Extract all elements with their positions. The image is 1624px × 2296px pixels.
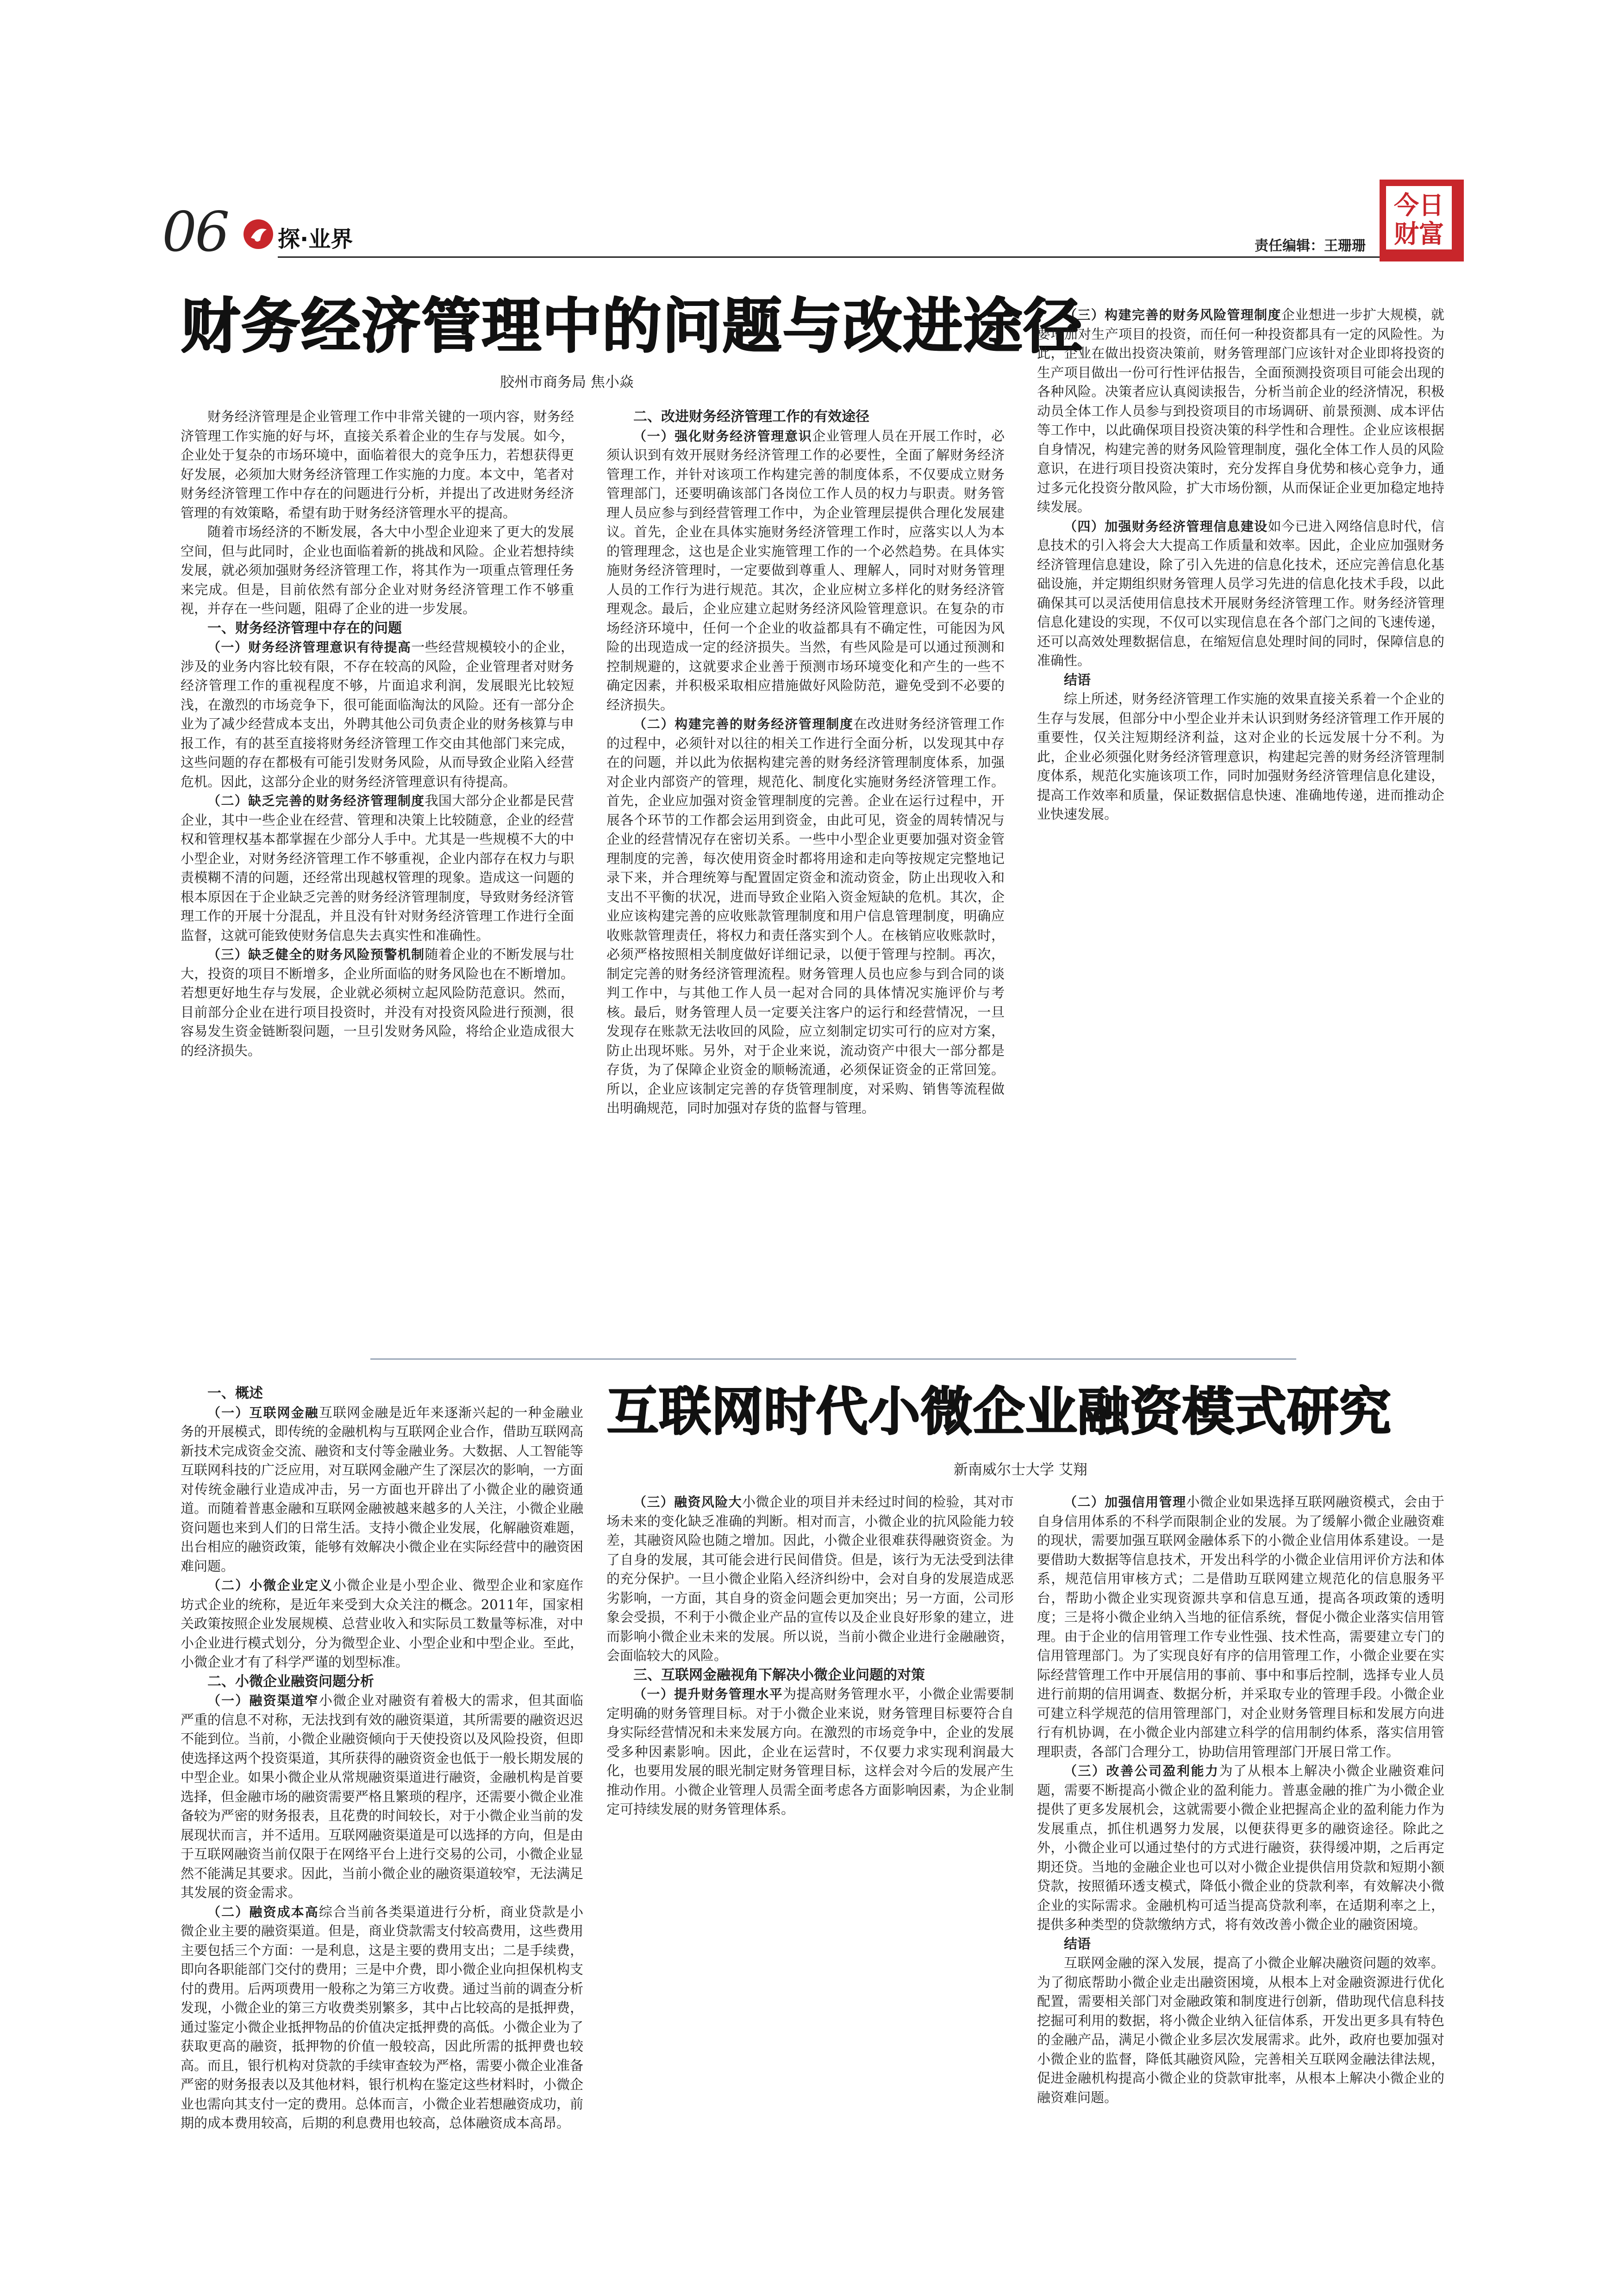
article2-para-b1-text: 小微企业对融资有着极大的需求，但其面临严重的信息不对称，无法找到有效的融资渠道，其所需要的融资迟迟不能到位。当前，小微企业融资倾向于天使投资以及风险投资，但即使选择这两个投资渠道，其所获得的融资资金也低于一般长期发展的中型企业。如果小微企业从常规融资渠道进行融资，金融机构是首要选择，但金融市场的融资需要严格且繁琐的程序，还需要小微企业准备较为严密的财务报表，且花费的时间较长，对于小微企业当前的发展现状而言，并不适用。互联网融资渠道是可以选择的方向，但是由于互联网融资当前仅限于在网络平台上进行交易的公司，小微企业显然不能满足其要求。因此，当前小微企业的融资渠道较窄，无法满足其发展的资金需求。	[181, 1692, 583, 1900]
article2-para-a1-text: 互联网金融是近年来逐渐兴起的一种金融业务的开展模式，即传统的金融机构与互联网企业合作，借助互联网高新技术完成资金交流、融资和支付等金融业务。大数据、人工智能等互联网科技的广泛应用，对互联网金融产生了深层次的影响，一方面对传统金融行业造成冲击，另一方面也开辟出了小微企业的融资通道。而随着普惠金融和互联网金融被越来越多的人关注，小微企业融资问题也来到人们的日常生活。支持小微企业发展，化解融资难题，出台相应的融资政策，能够有效解决小微企业在实际经营中的融资困难问题。	[181, 1404, 583, 1574]
article1-strategy-4	[1037, 517, 1444, 671]
article2-para-c1	[606, 1685, 1014, 1819]
article2-para-b1-lead: （一）融资渠道窄	[207, 1693, 319, 1708]
section-label: 探·业界	[278, 226, 353, 252]
article1-strategy-2	[606, 715, 1005, 1118]
article1-para-3-text: 随着企业的不断发展与壮大，投资的项目不断增多，企业所面临的财务风险也在不断增加。若想更好地生存与发展，企业就必须树立起风险防范意识。然而，目前部分企业在进行项目投资时，并没有对投资风险进行预测，很容易发生资金链断裂问题，一旦引发财务风险，将给企业造成很大的经济损失。	[181, 946, 574, 1058]
article2-para-a1	[181, 1403, 583, 1576]
article1-column-2	[606, 407, 1005, 1328]
brand-logo	[1380, 180, 1464, 261]
article1-strategy-3-lead: （三）构建完善的财务风险管理制度	[1064, 307, 1281, 323]
article2-conclusion-heading: 结语	[1064, 1935, 1091, 1952]
article1-strategy-1	[606, 427, 1005, 715]
article1-strategy-2-lead: （二）构建完善的财务经济管理制度	[633, 716, 854, 732]
article1-conclusion: 综上所述，财务经济管理工作实施的效果直接关系着一个企业的生存与发展，但部分中小型企业并未认识到财务经济管理工作开展的重要性，仅关注短期经济利益，这对企业的长远发展十分不利。为此，企业必须强化财务经济管理意识，构建起完善的财务经济管理制度体系，规范化实施该项工作，同时加强财务经济管理信息化建设，提高工作效率和质量，保证数据信息快速、准确地传递，进而推动企业快速发展。	[1037, 691, 1444, 822]
section-logo-icon	[244, 219, 273, 249]
article2-para-a1-lead: （一）互联网金融	[207, 1405, 319, 1420]
article2-para-c1-text: 为提高财务管理水平，小微企业需要制定明确的财务管理目标。对于小微企业来说，财务管理目标要符合自身实际经营情况和未来发展方向。在激烈的市场竞争中，企业的发展受多种因素影响。因此，企业在运营时，不仅要力求实现利润最大化，也要用发展的眼光制定财务管理目标，这样会对今后的发展产生推动作用。小微企业管理人员需全面考虑各方面影响因素，为企业制定可持续发展的财务管理体系。	[606, 1686, 1014, 1817]
article2-heading-3: 三、互联网金融视角下解决小微企业问题的对策	[633, 1667, 925, 1683]
article2-para-b3-lead: （三）融资风险大	[633, 1494, 742, 1510]
article1-para-2-lead: （二）缺乏完善的财务经济管理制度	[207, 793, 425, 809]
article2-para-b3	[606, 1493, 1014, 1666]
article1-strategy-1-text: 企业管理人员在开展工作时，必须认识到有效开展财务经济管理工作的必要性，全面了解财务经济管理工作，并针对该项工作构建完善的制度体系，不仅要成立财务管理部门，还要明确该部门各岗位工作人员的权力与职责。财务管理人员应参与到经营管理工作中，为企业管理层提供合理化发展建议。首先，企业在具体实施财务经济管理工作时，应落实以人为本的管理理念，这也是企业实施管理工作的一个必然趋势。在具体实施财务经济管理时，一定要做到尊重人、理解人，同时对财务管理人员的工作行为进行规范。其次，企业应树立多样化的财务经济管理观念。最后，企业应建立起财务经济风险管理意识。在复杂的市场经济环境中，任何一个企业的收益都具有不确定性，可能因为风险的出现造成一定的经济损失。当然，有些风险是可以通过预测和控制规避的，这就要求企业善于预测市场环境变化和产生的一些不确定因素，并积极采取相应措施做好风险防范，避免受到不必要的经济损失。	[606, 428, 1005, 713]
article2-para-c1-lead: （一）提升财务管理水平	[633, 1686, 783, 1702]
article1-para-3	[181, 945, 574, 1060]
article1-strategy-1-lead: （一）强化财务经济管理意识	[633, 428, 812, 444]
article1-para-3-lead: （三）缺乏健全的财务风险预警机制	[207, 947, 425, 962]
article2-heading-2: 二、小微企业融资问题分析	[207, 1673, 374, 1690]
article1-strategy-4-text: 如今已进入网络信息时代，信息技术的引入将会大大提高工作质量和效率。因此，企业应加强财务经济管理信息建设，除了引入先进的信息化技术，还应完善信息化基础设施，并定期组织财务管理人员学习先进的信息化技术手段，以此确保其可以灵活使用信息技术开展财务经济管理工作。财务经济管理信息化建设的实现，不仅可以实现信息在各个部门之间的飞速传递，还可以高效处理数据信息，在缩短信息处理时间的同时，保障信息的准确性。	[1037, 518, 1444, 668]
article2-para-a2-text: 小微企业是小型企业、微型企业和家庭作坊式企业的统称，是近年来受到大众关注的概念。2011年，国家相关政策按照企业发展规模、总营业收入和实际员工数量等标准，对中小企业进行模式划分，分为微型企业、小型企业和中型企业。至此，小微企业才有了科学严谨的划型标准。	[181, 1577, 583, 1670]
article2-column-3	[1037, 1493, 1444, 2143]
article2-para-a2	[181, 1576, 583, 1672]
article2-para-c2-lead: （二）加强信用管理	[1064, 1494, 1187, 1510]
article2-para-c2-text: 小微企业如果选择互联网融资模式，会由于自身信用体系的不科学而限制企业的发展。为了缓解小微企业融资难的现状，需要加强互联网金融体系下的小微企业信用体系建设。一是要借助大数据等信息技术，开发出科学的小微企业信用评价方法和体系，规范信用审核方式；二是借助互联网建立规范化的信息服务平台，帮助小微企业实现资源共享和信息互通，提高各项政策的透明度；三是将小微企业纳入当地的征信系统，督促小微企业落实信用管理。由于企业的信用管理工作专业性强、技术性高，需要建立专门的信用管理部门。为了实现良好有序的信用管理工作，小微企业要在实际经营管理工作中开展信用的事前、事中和事后控制，选择专业人员进行前期的信用调查、数据分析，并采取专业的管理手段。小微企业可建立科学规范的信用管理部门，对企业财务管理目标和发展方向进行有机协调，在小微企业内部建立科学的信用制约体系，落实信用管理职责，各部门合理分工，协助信用管理部门开展日常工作。	[1037, 1494, 1444, 1760]
article2-title: 互联网时代小微企业融资模式研究	[606, 1381, 1391, 1442]
article1-heading-2: 二、改进财务经济管理工作的有效途径	[633, 409, 869, 425]
article1-para-1	[181, 638, 574, 791]
article1-intro-2: 随着市场经济的不断发展，各大中小型企业迎来了更大的发展空间，但与此同时，企业也面临着新的挑战和风险。企业若想持续发展，就必须加强财务经济管理工作，将其作为一项重点管理任务来完成。但是，目前依然有部分企业对财务经济管理工作不够重视，并存在一些问题，阻碍了企业的进一步发展。	[181, 524, 574, 616]
article2-para-c2	[1037, 1493, 1444, 1761]
article1-para-1-lead: （一）财务经济管理意识有待提高	[207, 640, 412, 655]
article2-para-c3-lead: （三）改善公司盈利能力	[1064, 1763, 1219, 1779]
article1-heading-1: 一、财务经济管理中存在的问题	[207, 620, 402, 636]
article-divider	[370, 1358, 1296, 1360]
article1-title: 财务经济管理中的问题与改进途径	[181, 292, 1084, 361]
article2-para-c3	[1037, 1761, 1444, 1935]
article1-intro-1: 财务经济管理是企业管理工作中非常关键的一项内容，财务经济管理工作实施的好与坏，直接关系着企业的生存与发展。如今，企业处于复杂的市场环境中，面临着很大的竞争压力，若想获得更好发展，必须加大财务经济管理工作实施的力度。本文中，笔者对财务经济管理工作中存在的问题进行分析，并提出了改进财务经济管理的有效策略，希望有助于财务经济管理水平的提高。	[181, 409, 574, 521]
article2-byline: 新南威尔士大学 艾翔	[954, 1462, 1087, 1478]
article2-para-b2-text: 综合当前各类渠道进行分析，商业贷款是小微企业主要的融资渠道。但是，商业贷款需支付较高费用，这些费用主要包括三个方面：一是利息，这是主要的费用支出；二是手续费，即向各职能部门交付的费用；三是中介费，即小微企业向担保机构支付的费用。后两项费用一般称之为第三方收费。通过当前的调查分析发现，小微企业的第三方收费类别繁多，其中占比较高的是抵押费，通过鉴定小微企业抵押物品的价值决定抵押费的高低。小微企业为了获取更高的融资，抵押物的价值一般较高，因此所需的抵押费也较高。而且，银行机构对贷款的手续审查较为严格，需要小微企业准备严密的财务报表以及其他材料，银行机构在鉴定这些材料时，小微企业也需向其支付一定的费用。总体而言，小微企业若想融资成功，前期的成本费用较高，后期的利息费用也较高，总体融资成本高昂。	[181, 1904, 583, 2131]
article2-para-b3-text: 小微企业的项目并未经过时间的检验，其对市场未来的变化缺乏准确的判断。相对而言，小微企业的抗风险能力较差，其融资风险也随之增加。因此，小微企业很难获得融资资金。为了自身的发展，其可能会进行民间借贷。但是，该行为无法受到法律的充分保护。一旦小微企业陷入经济纠纷中，会对自身的发展造成恶劣影响，一方面，其自身的资金问题会更加突出；另一方面，公司形象会受损，不利于小微企业产品的宣传以及企业良好形象的建立，进而影响小微企业未来的发展。所以说，当前小微企业进行金融融资，会面临较大的风险。	[606, 1494, 1014, 1663]
editor-credit: 责任编辑：王珊珊	[1255, 238, 1366, 254]
article1-strategy-3	[1037, 305, 1444, 517]
article2-para-c3-text: 为了从根本上解决小微企业融资难问题，需要不断提高小微企业的盈利能力。普惠金融的推广为小微企业提供了更多发展机会，这就需要小微企业把握高企业的盈利能力作为发展重点，抓住机遇努力发展，以便获得更多的融资途径。除此之外，小微企业可以通过垫付的方式进行融资，获得缓冲期，之后再定期还贷。当地的金融企业也可以对小微企业提供信用贷款和短期小额贷款，按照循环透支模式，降低小微企业的贷款利率，有效解决小微企业的实际需求。金融机构可适当提高贷款利率，在适期利率之上，提供多种类型的贷款缴纳方式，将有效改善小微企业的融资困境。	[1037, 1763, 1444, 1932]
article1-column-1	[181, 407, 574, 1328]
article2-heading-1: 一、概述	[207, 1385, 263, 1401]
article1-strategy-3-text: 企业想进一步扩大规模，就要增加对生产项目的投资，而任何一种投资都具有一定的风险性。为此，企业在做出投资决策前，财务管理部门应该针对企业即将投资的生产项目做出一份可行性评估报告，全面预测投资项目可能会出现的各种风险。决策者应认真阅读报告，分析当前企业的经济情况，积极动员全体工作人员参与到投资项目的市场调研、前景预测、成本评估等工作中，以此确保项目投资决策的科学性和合理性。企业应该根据自身情况，构建完善的财务风险管理制度，强化全体工作人员的风险意识，在进行项目投资决策时，充分发挥自身优势和核心竞争力，通过多元化投资分散风险，扩大市场份额，从而保证企业更加稳定地持续发展。	[1037, 307, 1444, 515]
article2-para-b2	[181, 1903, 583, 2133]
article2-para-b1	[181, 1691, 583, 1903]
article2-conclusion: 互联网金融的深入发展，提高了小微企业解决融资问题的效率。为了彻底帮助小微企业走出融资困境，从根本上对金融资源进行优化配置，需要相关部门对金融政策和制度进行创新，借助现代信息科技挖掘可利用的数据，将小微企业纳入征信体系，开发出更多具有特色的金融产品，满足小微企业多层次发展需求。此外，政府也要加强对小微企业的监督，降低其融资风险，完善相关互联网金融法律法规，促进金融机构提高小微企业的贷款审批率，从根本上解决小微企业的融资难问题。	[1037, 1955, 1444, 2105]
article2-column-2	[606, 1493, 1014, 2143]
brand-logo-text: 今日财富	[1394, 190, 1444, 249]
article1-conclusion-heading: 结语	[1064, 672, 1091, 688]
header-rule	[278, 256, 1463, 258]
article1-para-2	[181, 791, 574, 945]
article2-para-a2-lead: （二）小微企业定义	[207, 1578, 333, 1593]
article1-para-1-text: 一些经营规模较小的企业，涉及的业务内容比较有限，不存在较高的风险，企业管理者对财务经济管理工作的重视程度不够，片面追求利润，发展眼光比较短浅，在激烈的市场竞争下，很可能面临淘汰的风险。还有一部分企业为了减少经营成本支出，外聘其他公司负责企业的财务核算与申报工作，有的甚至直接将财务经济管理工作交由其他部门来完成，这些问题的存在都极有可能引发财务风险，从而导致企业陷入经营危机。因此，这部分企业的财务经济管理意识有待提高。	[181, 639, 574, 790]
article1-strategy-2-text: 在改进财务经济管理工作的过程中，必须针对以往的相关工作进行全面分析，以发现其中存在的问题，并以此为依据构建完善的财务经济管理制度体系，加强对企业内部资产的管理，规范化、制度化实施财务经济管理工作。首先，企业应加强对资金管理制度的完善。企业在运行过程中，开展各个环节的工作都会运用到资金，由此可见，资金的周转情况与企业的经营情况存在密切关系。一些中小型企业更要加强对资金管理制度的完善，每次使用资金时都将用途和走向等按规定完整地记录下来，并合理统筹与配置固定资金和流动资金，防止出现收入和支出不平衡的状况，进而导致企业陷入资金短缺的危机。其次，企业应该构建完善的应收账款管理制度和用户信息管理制度，明确应收账款管理责任，将权力和责任落实到个人。在核销应收账款时，必须严格按照相关制度做好详细记录，以便于管理与控制。再次，制定完善的财务经济管理流程。财务管理人员也应参与到合同的谈判工作中，与其他工作人员一起对合同的具体情况实施评价与考核。最后，财务管理人员一定要关注客户的运行和经营情况，一旦发现存在账款无法收回的风险，应立刻制定切实可行的应对方案，防止出现坏账。另外，对于企业来说，流动资产中很大一部分都是存货，为了保障企业资金的顺畅流通，必须保证资金的正常回笼。所以，企业应该制定完善的存货管理制度，对采购、销售等流程做出明确规范，同时加强对存货的监督与管理。	[606, 716, 1005, 1116]
article2-para-b2-lead: （二）融资成本高	[207, 1904, 319, 1920]
article1-strategy-4-lead: （四）加强财务经济管理信息建设	[1064, 518, 1268, 534]
page-header	[153, 202, 1463, 267]
page-number: 06	[162, 200, 228, 264]
article2-column-1	[181, 1384, 583, 2143]
article1-column-3	[1037, 305, 1444, 1328]
article1-para-2-text: 我国大部分企业都是民营企业，其中一些企业在经营、管理和决策上比较随意，企业的经营权和管理权基本都掌握在少部分人手中。尤其是一些规模不大的中小型企业，对财务经济管理工作不够重视，企业内部存在权力与职责模糊不清的问题，还经常出现越权管理的现象。造成这一问题的根本原因在于企业缺乏完善的财务经济管理制度，导致财务经济管理工作的开展十分混乱，并且没有针对财务经济管理工作进行全面监督，这就可能致使财务信息失去真实性和准确性。	[181, 793, 574, 943]
article1-byline: 胶州市商务局 焦小焱	[500, 374, 634, 391]
